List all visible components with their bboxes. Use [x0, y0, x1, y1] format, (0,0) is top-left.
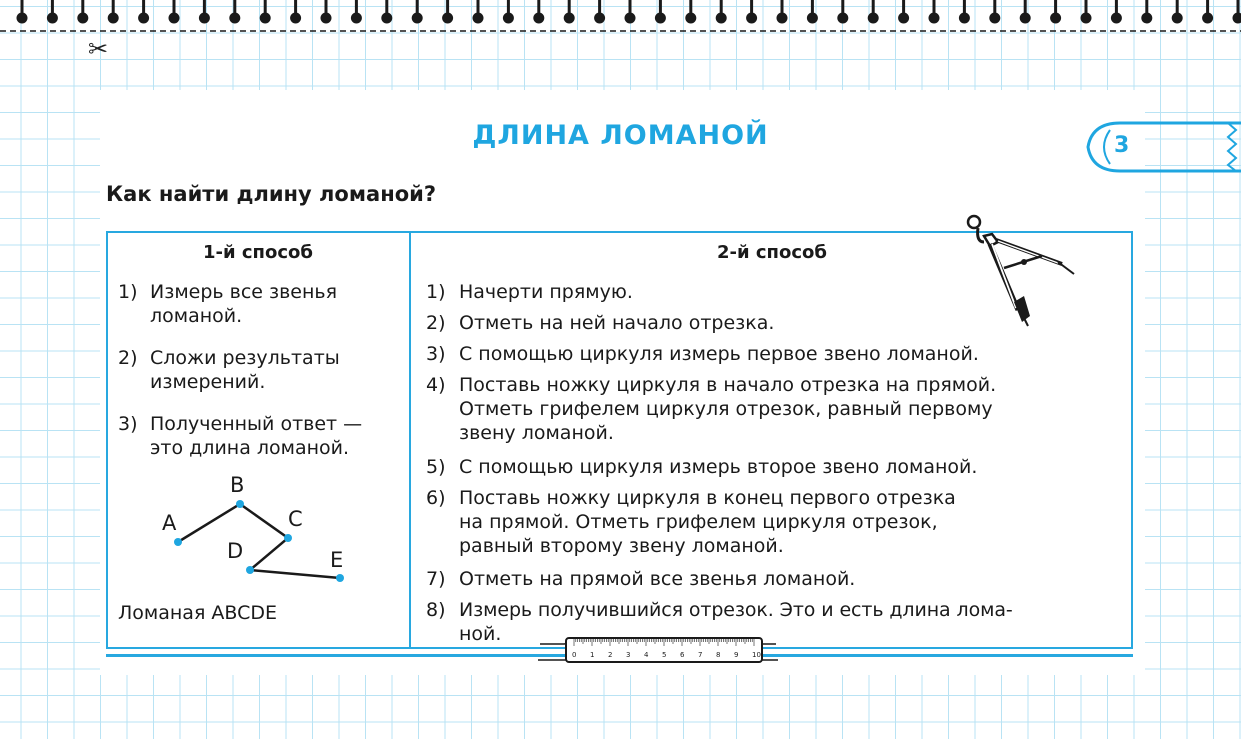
step-number: 1) — [426, 281, 446, 303]
binding-hole — [412, 13, 423, 24]
step-text — [459, 455, 977, 479]
binding-hole — [138, 13, 149, 24]
step-text — [459, 311, 774, 335]
step-number: 2) — [426, 312, 446, 334]
binding-hole — [1111, 13, 1122, 24]
binding-hole — [229, 13, 240, 24]
binding-hole — [321, 13, 332, 24]
binding-hole — [837, 13, 848, 24]
step-number: 8) — [426, 599, 446, 621]
binding-hole — [1233, 13, 1241, 24]
point-a — [174, 538, 182, 546]
question-heading: Как найти длину ломаной? — [106, 182, 437, 206]
binding-hole — [807, 13, 818, 24]
step-line: ломаной. — [150, 305, 243, 327]
step-line: Измерь все звенья — [150, 281, 338, 303]
binding-hole — [564, 13, 575, 24]
binding-hole — [199, 13, 210, 24]
binding-hole — [959, 13, 970, 24]
point-label-e: E — [330, 548, 344, 572]
ruler-number: 0 — [572, 651, 577, 659]
step-number: 3) — [118, 413, 138, 435]
ruler-number: 4 — [644, 651, 649, 659]
ruler-icon — [538, 632, 778, 666]
binding-hole — [77, 13, 88, 24]
step-number: 7) — [426, 568, 446, 590]
step-line: измерений. — [150, 371, 266, 393]
method1-step — [118, 412, 362, 460]
binding-hole — [655, 13, 666, 24]
step-line: ной. — [459, 623, 502, 645]
step-line: на прямой. Отметь грифелем циркуля отрезок, — [459, 511, 938, 533]
method2-step — [426, 486, 956, 558]
ruler-number: 1 — [590, 651, 595, 659]
page-tab-icon — [1080, 120, 1241, 174]
step-number: 1) — [118, 281, 138, 303]
binding-hole — [108, 13, 119, 24]
binding-hole — [989, 13, 1000, 24]
step-line: звену ломаной. — [459, 422, 614, 444]
binding-hole — [1050, 13, 1061, 24]
page-number: 3 — [1114, 133, 1130, 158]
step-line: Отметь на ней начало отрезка. — [459, 312, 775, 334]
method2-step — [426, 311, 774, 335]
ruler-number: 9 — [734, 651, 739, 659]
step-line: С помощью циркуля измерь второе звено ломаной. — [459, 456, 978, 478]
step-number: 2) — [118, 347, 138, 369]
point-label-c: C — [288, 507, 303, 531]
method2-heading: 2-й способ — [717, 242, 827, 263]
method2-step — [426, 280, 633, 304]
step-line: Отметь на прямой все звенья ломаной. — [459, 568, 856, 590]
binding-hole — [290, 13, 301, 24]
binding-hole — [1141, 13, 1152, 24]
binding-hole — [594, 13, 605, 24]
binding-hole — [260, 13, 271, 24]
binding-hole — [351, 13, 362, 24]
ruler-number: 7 — [698, 651, 703, 659]
step-line: Сложи результаты — [150, 347, 340, 369]
step-line: Поставь ножку циркуля в конец первого отрезка — [459, 487, 956, 509]
step-text — [459, 567, 855, 591]
binding-hole — [442, 13, 453, 24]
point-label-d: D — [227, 539, 244, 563]
binding-hole — [716, 13, 727, 24]
ruler-number: 6 — [680, 651, 685, 659]
binding-hole — [1020, 13, 1031, 24]
point-e — [336, 574, 344, 582]
binding-hole — [1202, 13, 1213, 24]
step-line: равный второму звену ломаной. — [459, 535, 784, 557]
method2-step — [426, 342, 979, 366]
column-divider — [409, 231, 411, 649]
ruler-number: 10 — [752, 651, 761, 659]
method1-step — [118, 280, 337, 328]
binding-hole — [898, 13, 909, 24]
spiral-binding — [0, 0, 1241, 40]
ruler-number: 3 — [626, 651, 631, 659]
ruler-number: 8 — [716, 651, 721, 659]
page-title: ДЛИНА ЛОМАНОЙ — [472, 120, 769, 151]
binding-hole — [746, 13, 757, 24]
polyline-diagram — [150, 470, 370, 595]
binding-hole — [685, 13, 696, 24]
step-line: С помощью циркуля измерь первое звено ломаной. — [459, 343, 979, 365]
binding-hole — [169, 13, 180, 24]
method1-heading: 1-й способ — [203, 242, 313, 263]
step-text — [150, 412, 362, 460]
point-d — [246, 566, 254, 574]
point-b — [236, 500, 244, 508]
point-c — [284, 534, 292, 542]
step-text — [459, 342, 979, 366]
binding-hole — [503, 13, 514, 24]
binding-hole — [381, 13, 392, 24]
method2-step — [426, 373, 996, 445]
step-text — [150, 346, 340, 394]
step-text — [459, 280, 633, 304]
method2-step — [426, 455, 977, 479]
binding-hole — [625, 13, 636, 24]
step-line: Поставь ножку циркуля в начало отрезка на прямой. — [459, 374, 997, 396]
step-number: 4) — [426, 374, 446, 396]
step-text — [459, 486, 956, 558]
point-label-a: A — [162, 511, 177, 535]
step-line: Начерти прямую. — [459, 281, 633, 303]
binding-hole — [473, 13, 484, 24]
ruler-number: 5 — [662, 651, 667, 659]
binding-hole — [17, 13, 28, 24]
binding-hole — [1081, 13, 1092, 24]
diagram-caption: Ломаная ABCDE — [118, 602, 278, 624]
compass-icon — [958, 212, 1078, 327]
polyline-path — [178, 504, 340, 578]
binding-hole — [929, 13, 940, 24]
point-label-b: B — [230, 473, 245, 497]
step-text — [150, 280, 337, 328]
method1-step — [118, 346, 340, 394]
binding-hole — [47, 13, 58, 24]
step-number: 5) — [426, 456, 446, 478]
step-number: 3) — [426, 343, 446, 365]
binding-hole — [1172, 13, 1183, 24]
step-line: Полученный ответ — — [150, 413, 363, 435]
binding-hole — [777, 13, 788, 24]
step-text — [459, 373, 996, 445]
method2-step — [426, 567, 855, 591]
binding-hole — [868, 13, 879, 24]
scissors-icon: ✂ — [88, 36, 109, 63]
ruler-number: 2 — [608, 651, 613, 659]
step-line: Отметь грифелем циркуля отрезок, равный первому — [459, 398, 993, 420]
binding-hole — [533, 13, 544, 24]
step-line: Измерь получившийся отрезок. Это и есть длина лома- — [459, 599, 1013, 621]
step-line: это длина ломаной. — [150, 437, 350, 459]
step-number: 6) — [426, 487, 446, 509]
